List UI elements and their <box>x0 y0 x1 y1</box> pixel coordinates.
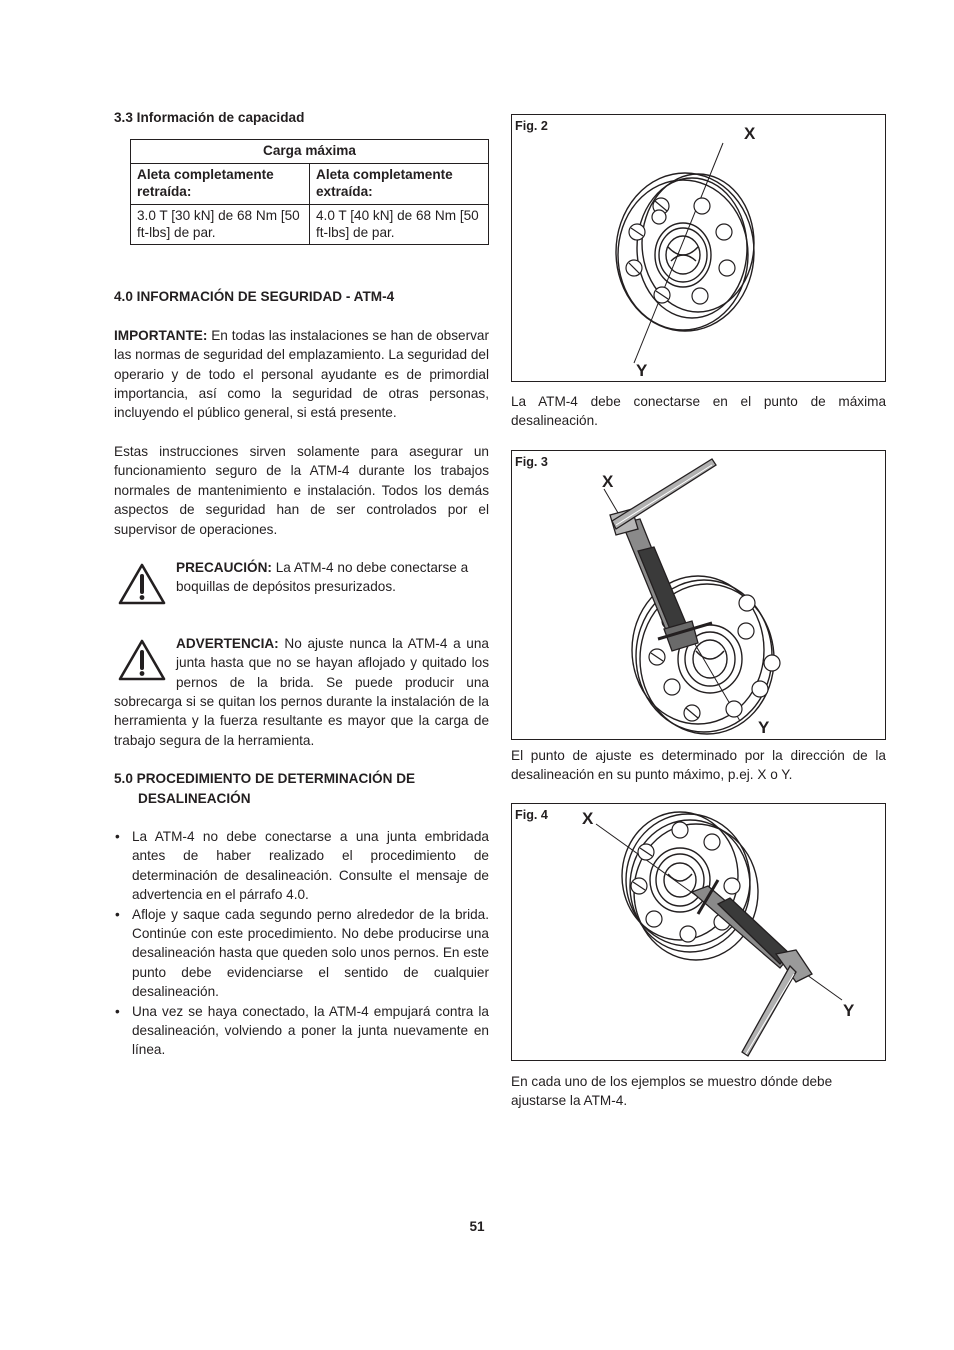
fig2-caption: La ATM-4 debe conectarse en el punto de máxima desalineación. <box>511 394 886 429</box>
fig4-label: Fig. 4 <box>515 808 548 822</box>
fig2-y-label: Y <box>636 361 648 380</box>
caution-block <box>114 558 489 597</box>
fig2-x-label: X <box>744 124 756 143</box>
fig3-label: Fig. 3 <box>515 455 548 469</box>
caution-paragraph <box>176 558 489 597</box>
table-value-extended: 4.0 T [40 kN] de 68 Nm [50 ft-lbs] de par. <box>310 204 489 245</box>
flange-tool-diagram-fig3 <box>512 451 885 739</box>
procedure-heading-line2: DESALINEACIÓN <box>138 790 251 806</box>
flange-diagram-fig2 <box>512 115 885 381</box>
flange-tool-diagram-fig4 <box>512 804 885 1060</box>
left-column <box>114 108 489 1060</box>
list-item: • Afloje y saque cada segundo perno alrededor de la brida. Continúe con este procedimiento. No debe producirse una desalineación hasta que queden solo unos pernos. En este punto debe evidenciarse el sentido de cualquier desalineación. <box>114 905 489 1002</box>
caution-warning-triangle-icon <box>117 562 167 606</box>
fig4-caption: En cada uno de los ejemplos se muestro dónde debe ajustarse la ATM-4. <box>511 1074 833 1109</box>
capacity-table <box>130 139 489 245</box>
caution-label: PRECAUCIÓN: <box>176 559 272 575</box>
procedure-heading-line1: 5.0 PROCEDIMIENTO DE DETERMINACIÓN DE <box>114 771 416 787</box>
important-label: IMPORTANTE: <box>114 327 208 343</box>
important-paragraph <box>114 326 489 423</box>
warning-block <box>114 634 489 750</box>
warning-triangle-icon <box>117 638 167 682</box>
fig2-label: Fig. 2 <box>515 119 548 133</box>
instructions-paragraph: Estas instrucciones sirven solamente para asegurar un funcionamiento seguro de la ATM-4 durante los trabajos normales de mantenimiento e instalación. Todos los demás aspectos de seguridad han de ser controlados por el supervisor de operaciones. <box>114 443 489 537</box>
figure-4 <box>511 803 886 1061</box>
fig3-caption: El punto de ajuste es determinado por la dirección de la desalineación en su punto máximo, p.ej. X o Y. <box>511 748 886 783</box>
important-text: En todas las instalaciones se han de observar las normas de seguridad del emplazamiento. La seguridad del operario y de todo el personal ayudante es de primordial importancia, así como la seguridad de otras personas, incluyendo el público general, si está presente. <box>114 327 489 421</box>
page-number: 51 <box>469 1219 485 1234</box>
table-title: Carga máxima <box>131 140 489 163</box>
list-item: • Una vez se haya conectado, la ATM-4 empujará contra la desalineación, volviendo a poner la junta nuevamente en línea. <box>114 1002 489 1060</box>
table-header-extended: Aleta completamente extraída: <box>310 163 489 204</box>
safety-heading: 4.0 INFORMACIÓN DE SEGURIDAD - ATM-4 <box>114 289 395 305</box>
procedure-list <box>114 827 489 1060</box>
fig4-x-label: X <box>582 809 594 828</box>
table-header-retracted: Aleta completamente retraída: <box>131 163 310 204</box>
fig3-y-label: Y <box>758 718 770 737</box>
figure-2 <box>511 114 886 382</box>
figure-3 <box>511 450 886 740</box>
table-value-retracted: 3.0 T [30 kN] de 68 Nm [50 ft-lbs] de par. <box>131 204 310 245</box>
caution-text: La ATM-4 no debe conectarse a boquillas de depósitos presurizados. <box>176 559 469 595</box>
fig4-y-label: Y <box>843 1001 855 1020</box>
capacity-heading: 3.3 Información de capacidad <box>114 110 305 125</box>
list-item: • La ATM-4 no debe conectarse a una junta embridada antes de haber realizado el procedimiento de determinación de desalineación. Consulte el mensaje de advertencia en el párrafo 4.0. <box>114 827 489 905</box>
fig3-x-label: X <box>602 472 614 491</box>
warning-label: ADVERTENCIA: <box>176 635 279 651</box>
warning-text: No ajuste nunca la ATM-4 a una junta hasta que no se hayan aflojado y quitado los pernos de la brida. Se puede producir una sobrecarga si se quitan los pernos durante la instalación de la herramienta y la fuerza resultante es mayor que la carga de trabajo segura de la herramienta. <box>114 635 489 748</box>
